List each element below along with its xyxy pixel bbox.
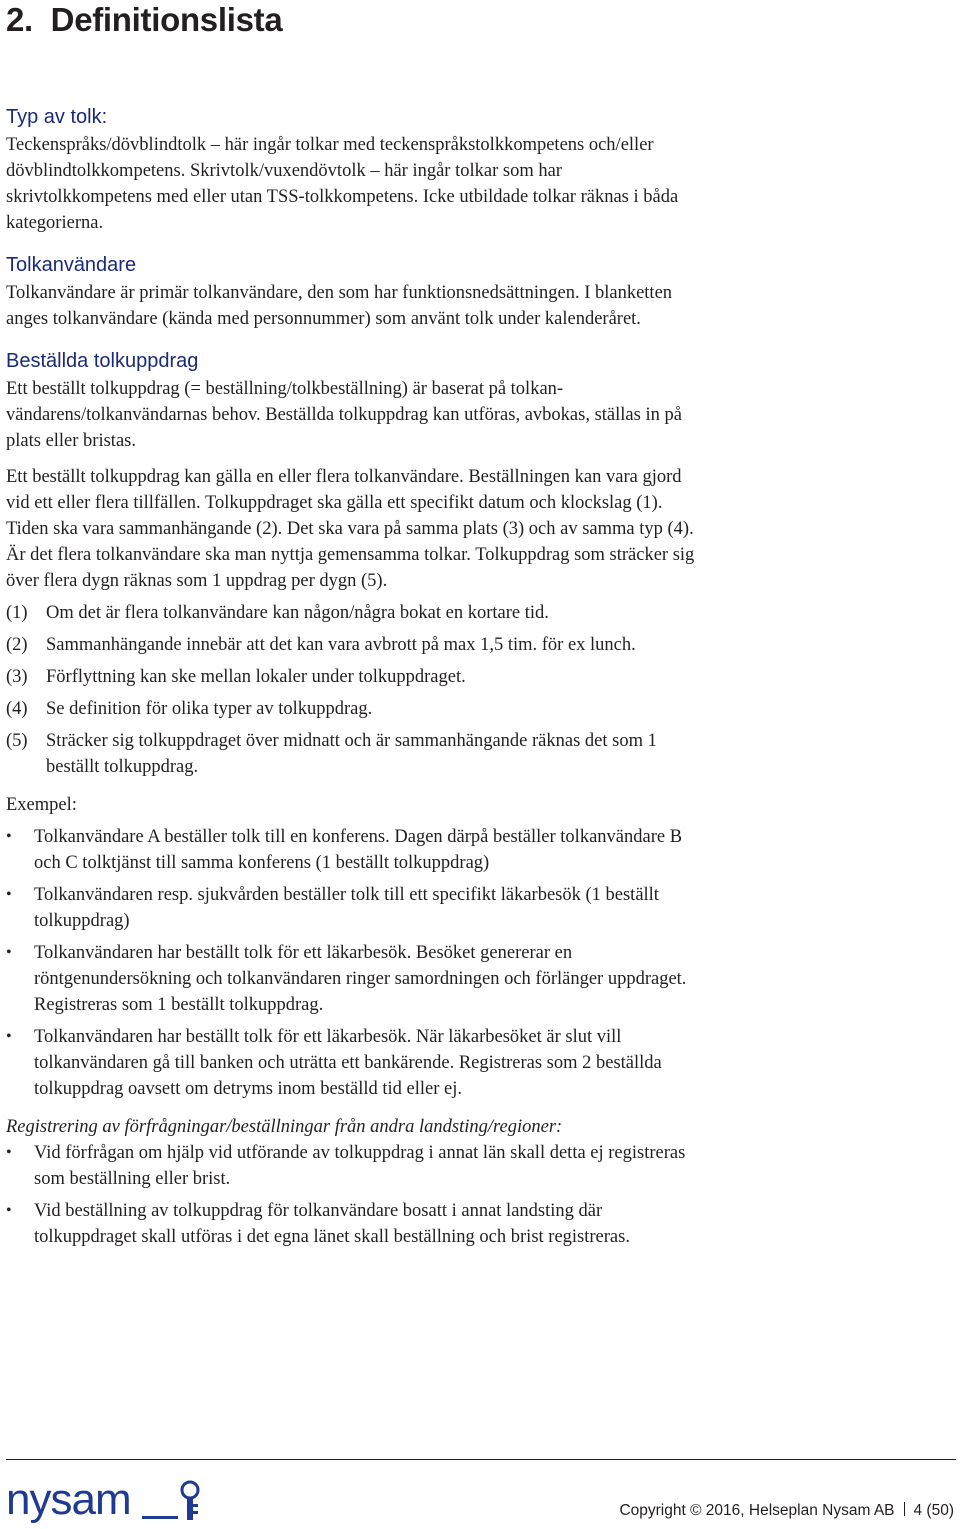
bullet-icon: •: [6, 886, 12, 903]
page-title: 2. Definitionslista: [6, 1, 283, 38]
heading-registrering: Registrering av förfrågningar/beställningar från andra landsting/regioner:: [6, 1117, 563, 1137]
note-item: [6, 632, 706, 658]
content: [6, 102, 706, 1256]
note-number: (2): [6, 635, 28, 655]
example-list: [6, 824, 706, 1102]
bullet-icon: •: [6, 1028, 12, 1045]
heading-tolkanvandare: Tolkanvändare: [6, 254, 137, 276]
note-text: Sammanhängande innebär att det kan vara avbrott på max 1,5 tim. för ex lunch.: [46, 635, 636, 655]
note-item: [6, 664, 706, 690]
bullet-icon: •: [6, 1202, 12, 1219]
example-text: Tolkanvändare A beställer tolk till en konferens. Dagen därpå beställer tolkanvändare B och C tolktjänst till samma konferens (1 beställt tolkuppdrag): [34, 827, 683, 873]
footer-divider: [6, 1459, 956, 1460]
bullet-icon: •: [6, 1144, 12, 1161]
example-item: [6, 882, 706, 934]
footer-copyright: [619, 1500, 954, 1522]
heading-exempel: Exempel:: [6, 795, 77, 815]
registration-text: Vid beställning av tolkuppdrag för tolkanvändare bosatt i annat landsting där tolkuppdraget skall utföras i det egna länet skall beställning och brist registreras.: [34, 1201, 630, 1247]
note-number: (3): [6, 667, 28, 687]
registration-item: [6, 1140, 706, 1192]
note-number: (4): [6, 699, 28, 719]
note-text: Se definition för olika typer av tolkuppdrag.: [46, 699, 373, 719]
logo-underline: [142, 1516, 178, 1519]
example-text: Tolkanvändaren har beställt tolk för ett läkarbesök. När läkarbesöket är slut vill tolkanvändaren gå till banken och uträtta ett bankärende. Registreras som 2 beställda tolkuppdrag oavsett om detryms inom beställd tid eller ej.: [34, 1027, 662, 1099]
registration-text: Vid förfrågan om hjälp vid utförande av tolkuppdrag i annat län skall detta ej registreras som beställning eller brist.: [34, 1143, 686, 1189]
note-text: Sträcker sig tolkuppdraget över midnatt och är sammanhängande räknas det som 1 beställt tolkuppdrag.: [46, 731, 657, 777]
note-text: Om det är flera tolkanvändare kan någon/några bokat en kortare tid.: [46, 603, 549, 623]
logo-keyhole-stem: [187, 1498, 193, 1520]
nysam-logo: [6, 1474, 206, 1526]
example-item: [6, 940, 706, 1018]
copyright-text: Copyright © 2016, Helseplan Nysam AB: [619, 1502, 895, 1519]
bullet-icon: •: [6, 828, 12, 845]
example-text: Tolkanvändaren har beställt tolk för ett läkarbesök. Besöket genererar en röntgenundersökning och tolkanvändaren ringer samordningen och förlänger uppdraget. Registreras som 1 beställt tolkuppdrag.: [34, 943, 687, 1015]
note-item: [6, 728, 706, 780]
note-number: (1): [6, 603, 28, 623]
example-text: Tolkanvändaren resp. sjukvården beställer tolk till ett specifikt läkarbesök (1 beställt tolkuppdrag): [34, 885, 659, 931]
paragraph-typ-av-tolk: Teckenspråks/dövblindtolk – här ingår tolkar med teckenspråkstolkkompetens och/eller dövblindtolkkompetens. Skrivtolk/vuxendövtolk – här ingår tolkar som har skrivtolkkompetens med eller utan TSS-tolkkompetens. Icke utbildade tolkar räknas i båda kategorierna.: [6, 135, 679, 233]
note-item: [6, 696, 706, 722]
note-item: [6, 600, 706, 626]
registration-list: [6, 1140, 706, 1250]
note-number: (5): [6, 731, 28, 751]
page-number: 4 (50): [913, 1502, 954, 1519]
paragraph-tolkanvandare: Tolkanvändare är primär tolkanvändare, den som har funktionsnedsättningen. I blanketten anges tolkanvändare (kända med personnummer) som använt tolk under kalenderåret.: [6, 283, 673, 329]
logo-keyhole-icon: [182, 1482, 198, 1498]
bullet-icon: •: [6, 944, 12, 961]
notes-list: [6, 600, 706, 780]
example-item: [6, 1024, 706, 1102]
heading-typ-av-tolk: Typ av tolk:: [6, 106, 108, 128]
logo-text: nysam: [6, 1475, 131, 1524]
note-text: Förflyttning kan ske mellan lokaler under tolkuppdraget.: [46, 667, 466, 687]
heading-bestallda-tolkuppdrag: Beställda tolkuppdrag: [6, 350, 199, 372]
registration-item: [6, 1198, 706, 1250]
footer-separator: [904, 1502, 905, 1516]
example-item: [6, 824, 706, 876]
paragraph-bestallda-1: Ett beställt tolkuppdrag (= beställning/tolkbeställning) är baserat på tolkanvändarens/tolkanvändarnas behov. Beställda tolkuppdrag kan utföras, avbokas, ställas in på plats eller bristas.: [6, 379, 682, 451]
paragraph-bestallda-2: Ett beställt tolkuppdrag kan gälla en eller flera tolkanvändare. Beställningen kan vara gjord vid ett eller flera tillfällen. Tolkuppdraget ska gälla ett specifikt datum och klockslag (1). Tiden ska vara sammanhängande (2). Det ska vara på samma plats (3) och av samma typ (4). Är det flera tolkanvändare ska man nyttja gemensamma tolkar. Tolkuppdrag som sträcker sig över flera dygn räknas som 1 uppdrag per dygn (5).: [6, 467, 695, 591]
